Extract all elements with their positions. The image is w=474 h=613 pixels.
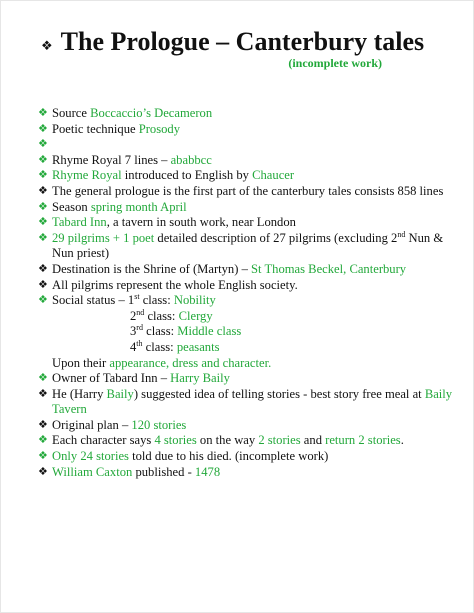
list-item-text	[52, 465, 459, 481]
highlight-text: return 2 stories	[325, 433, 401, 448]
text-run: told due to his died. (incomplete work)	[128, 449, 329, 464]
highlight-text: 1478	[194, 464, 221, 479]
diamond-bullet-icon: ❖	[38, 262, 48, 275]
list-item	[38, 433, 459, 449]
text-run: rd	[136, 323, 143, 333]
text-run: Upon their	[52, 355, 110, 370]
highlight-text: Baily	[106, 386, 134, 401]
diamond-bullet-icon: ❖	[38, 216, 48, 229]
list-item-text	[52, 262, 459, 278]
text-run: class:	[139, 293, 174, 308]
list-item-text	[52, 433, 459, 449]
list-item-text	[38, 309, 459, 325]
diamond-bullet-icon: ❖	[38, 278, 48, 291]
highlight-text: 120 stories	[131, 417, 187, 432]
diamond-bullet-icon: ❖	[38, 138, 48, 151]
text-run: The general prologue is the first part of the canterbury tales consists 858 lines	[52, 183, 444, 198]
diamond-bullet-icon: ❖	[38, 418, 48, 431]
diamond-bullet-icon: ❖	[38, 231, 48, 244]
list-item	[38, 356, 459, 372]
diamond-bullet-icon: ❖	[38, 184, 48, 197]
highlight-text: Middle class	[177, 324, 242, 339]
text-run: and	[300, 433, 326, 448]
list-item	[38, 293, 459, 309]
list-item-text	[52, 449, 459, 465]
list-item-text	[52, 418, 459, 434]
list-item-text	[52, 200, 459, 216]
text-run: Poetic technique	[52, 121, 139, 136]
list-item	[38, 215, 459, 231]
list-item-text	[52, 231, 459, 262]
list-item	[38, 449, 459, 465]
list-item	[38, 122, 459, 138]
text-run: class:	[144, 308, 179, 323]
text-run: Destination is the Shrine of (Martyn) –	[52, 261, 252, 276]
list-item	[38, 371, 459, 387]
diamond-bullet-icon: ❖	[38, 122, 48, 135]
list-item	[38, 309, 459, 325]
highlight-text: William Caxton	[52, 464, 133, 479]
page-title: The Prologue – Canterbury tales	[60, 27, 425, 56]
list-item-text	[52, 137, 459, 153]
list-item	[38, 168, 459, 184]
list-item-text	[52, 122, 459, 138]
list-item	[38, 418, 459, 434]
text-run: .	[400, 433, 404, 448]
list-item	[38, 200, 459, 216]
text-run: ) suggested idea of telling stories - best story free meal at	[133, 386, 425, 401]
highlight-text: Boccaccio’s Decameron	[90, 106, 213, 120]
text-run: 4	[130, 339, 137, 354]
text-run: All pilgrims represent the whole English society.	[52, 277, 298, 292]
text-run: published -	[132, 464, 195, 479]
list-item-text	[52, 153, 459, 169]
highlight-text: Only 24 stories	[52, 449, 129, 464]
text-run: Each character says	[52, 433, 155, 448]
highlight-text: St Thomas Beckel, Canterbury	[251, 261, 407, 276]
text-run: on the way	[196, 433, 259, 448]
text-run: introduced to English by	[121, 168, 253, 183]
diamond-bullet-icon: ❖	[38, 169, 48, 182]
text-run: nd	[397, 229, 406, 239]
highlight-text: Baily Tavern	[52, 386, 453, 417]
list-item-text	[52, 168, 459, 184]
diamond-bullet-icon: ❖	[38, 450, 48, 463]
diamond-bullet-icon: ❖	[41, 38, 53, 53]
highlight-text: Clergy	[178, 308, 213, 323]
list-item-text	[52, 106, 459, 122]
diamond-bullet-icon: ❖	[38, 387, 48, 400]
text-run: detailed description of 27 pilgrims (excluding 2	[154, 230, 398, 245]
text-run: st	[134, 291, 140, 301]
text-run: Original plan –	[52, 417, 132, 432]
text-run: class:	[142, 339, 177, 354]
list-item	[38, 231, 459, 262]
list-item	[38, 324, 459, 340]
text-run: Nun & Nun priest)	[52, 230, 444, 261]
diamond-bullet-icon: ❖	[38, 107, 48, 119]
list-item	[38, 387, 459, 418]
highlight-text: Rhyme Royal	[52, 168, 122, 183]
list-item	[38, 340, 459, 356]
highlight-text: peasants	[176, 339, 220, 354]
text-run: Source	[52, 106, 91, 120]
list-item	[38, 262, 459, 278]
text-run: , a tavern in south work, near London	[106, 215, 296, 230]
text-run: He (Harry	[52, 386, 107, 401]
highlight-text: Nobility	[173, 293, 216, 308]
highlight-text: Harry Baily	[170, 371, 230, 386]
text-run: 2	[130, 308, 137, 323]
title-row	[41, 27, 424, 57]
list-item	[38, 153, 459, 169]
text-run: Social status – 1	[52, 293, 135, 308]
list-item-text	[52, 293, 459, 309]
highlight-text: 4 stories	[154, 433, 197, 448]
diamond-bullet-icon: ❖	[38, 434, 48, 447]
page-subtitle: (incomplete work)	[288, 56, 382, 70]
list-item-text	[52, 371, 459, 387]
diamond-bullet-icon: ❖	[38, 465, 48, 478]
text-run: th	[136, 338, 143, 348]
diamond-bullet-icon: ❖	[38, 153, 48, 166]
highlight-text: 2 stories	[258, 433, 301, 448]
list-item-text	[52, 184, 459, 200]
list-item	[38, 106, 459, 122]
list-item-text	[52, 278, 459, 294]
highlight-text: Prosody	[138, 121, 181, 136]
text-run: nd	[136, 307, 145, 317]
highlight-text: Tabard Inn	[52, 215, 107, 230]
text-run: Season	[52, 199, 91, 214]
highlight-text: Chaucer	[252, 168, 295, 183]
text-run: 3	[130, 324, 137, 339]
diamond-bullet-icon: ❖	[38, 294, 48, 307]
list-item-text	[52, 215, 459, 231]
text-run: Rhyme Royal 7 lines –	[52, 152, 171, 167]
diamond-bullet-icon: ❖	[38, 372, 48, 385]
list-item-text	[38, 324, 459, 340]
list-item-text	[38, 356, 459, 372]
text-run: class:	[142, 324, 178, 339]
list-item	[38, 278, 459, 294]
text-run: Owner of Tabard Inn –	[52, 371, 171, 386]
bullet-list	[38, 106, 459, 480]
highlight-text: spring month April	[90, 199, 187, 214]
list-item-text	[52, 387, 459, 418]
highlight-text: appearance, dress and character.	[109, 355, 272, 370]
diamond-bullet-icon: ❖	[38, 200, 48, 213]
list-item-text	[38, 340, 459, 356]
list-item	[38, 137, 459, 153]
highlight-text: 29 pilgrims + 1 poet	[52, 230, 155, 245]
list-item	[38, 184, 459, 200]
list-item	[38, 465, 459, 481]
highlight-text: ababbcc	[170, 152, 212, 167]
